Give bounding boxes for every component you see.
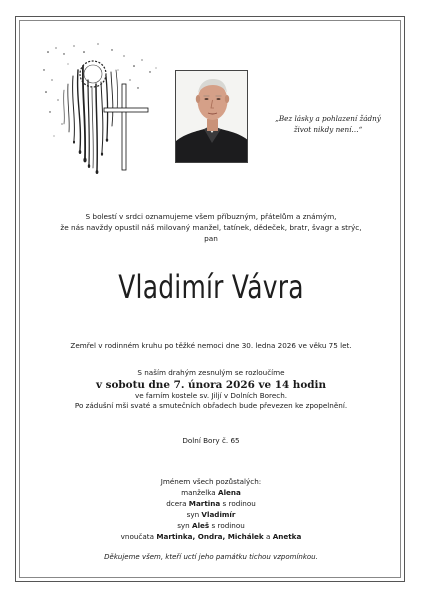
mourner-name: Alena <box>218 488 241 497</box>
funeral-date: v sobotu dne 7. února 2026 ve 14 hodin <box>95 378 327 391</box>
intro-line: S bolestí v srdci oznamujeme všem příbuzným, přátelům a známým, <box>85 212 337 221</box>
mourner-row: syn Vladimír <box>186 510 236 519</box>
mourners-list <box>40 476 382 542</box>
mourner-name: Anetka <box>272 532 302 541</box>
mourner-name: Martinka, Ondra, Michálek <box>156 532 264 541</box>
mourner-name: Martina <box>188 499 221 508</box>
cross-with-candle-drips-icon <box>38 40 168 175</box>
family-address: Dolní Bory č. 65 <box>182 436 240 445</box>
funeral-line: Po zádušní mši svaté a smutečních obřadech bude převezen ke zpopelnění. <box>74 401 348 410</box>
mourner-name: Vladimír <box>201 510 236 519</box>
announcement-intro <box>40 211 382 244</box>
quote-line: život nikdy není…“ <box>293 124 363 134</box>
mourner-row: manželka Alena <box>181 488 241 497</box>
quote-line: „Bez lásky a pohlazení žádný <box>275 114 381 123</box>
closing-thanks: Děkujeme všem, kteří uctí jeho památku tichou vzpomínkou. <box>104 553 318 561</box>
mourner-row: vnoučata Martinka, Ondra, Michálek a Anetka <box>120 532 302 541</box>
memorial-quote <box>268 114 388 135</box>
intro-line: že nás navždy opustil náš milovaný manžel, tatínek, dědeček, bratr, švagr a strýc, <box>60 223 362 232</box>
mourners-heading: Jménem všech pozůstalých: <box>160 477 262 486</box>
mourner-name: Aleš <box>192 521 210 530</box>
funeral-details <box>30 368 392 412</box>
mourner-row: syn Aleš s rodinou <box>177 521 245 530</box>
intro-line: pan <box>204 234 218 243</box>
deceased-name: Vladimír Vávra <box>118 268 304 306</box>
portrait-photo <box>175 70 248 163</box>
funeral-line: ve farním kostele sv. Jiljí v Dolních Borech. <box>134 390 288 400</box>
mourner-row: dcera Martina s rodinou <box>166 499 256 508</box>
death-notice: Zemřel v rodinném kruhu po těžké nemoci dne 30. ledna 2026 ve věku 75 let. <box>70 341 352 350</box>
funeral-line: S naším drahým zesnulým se rozloučíme <box>137 368 285 377</box>
